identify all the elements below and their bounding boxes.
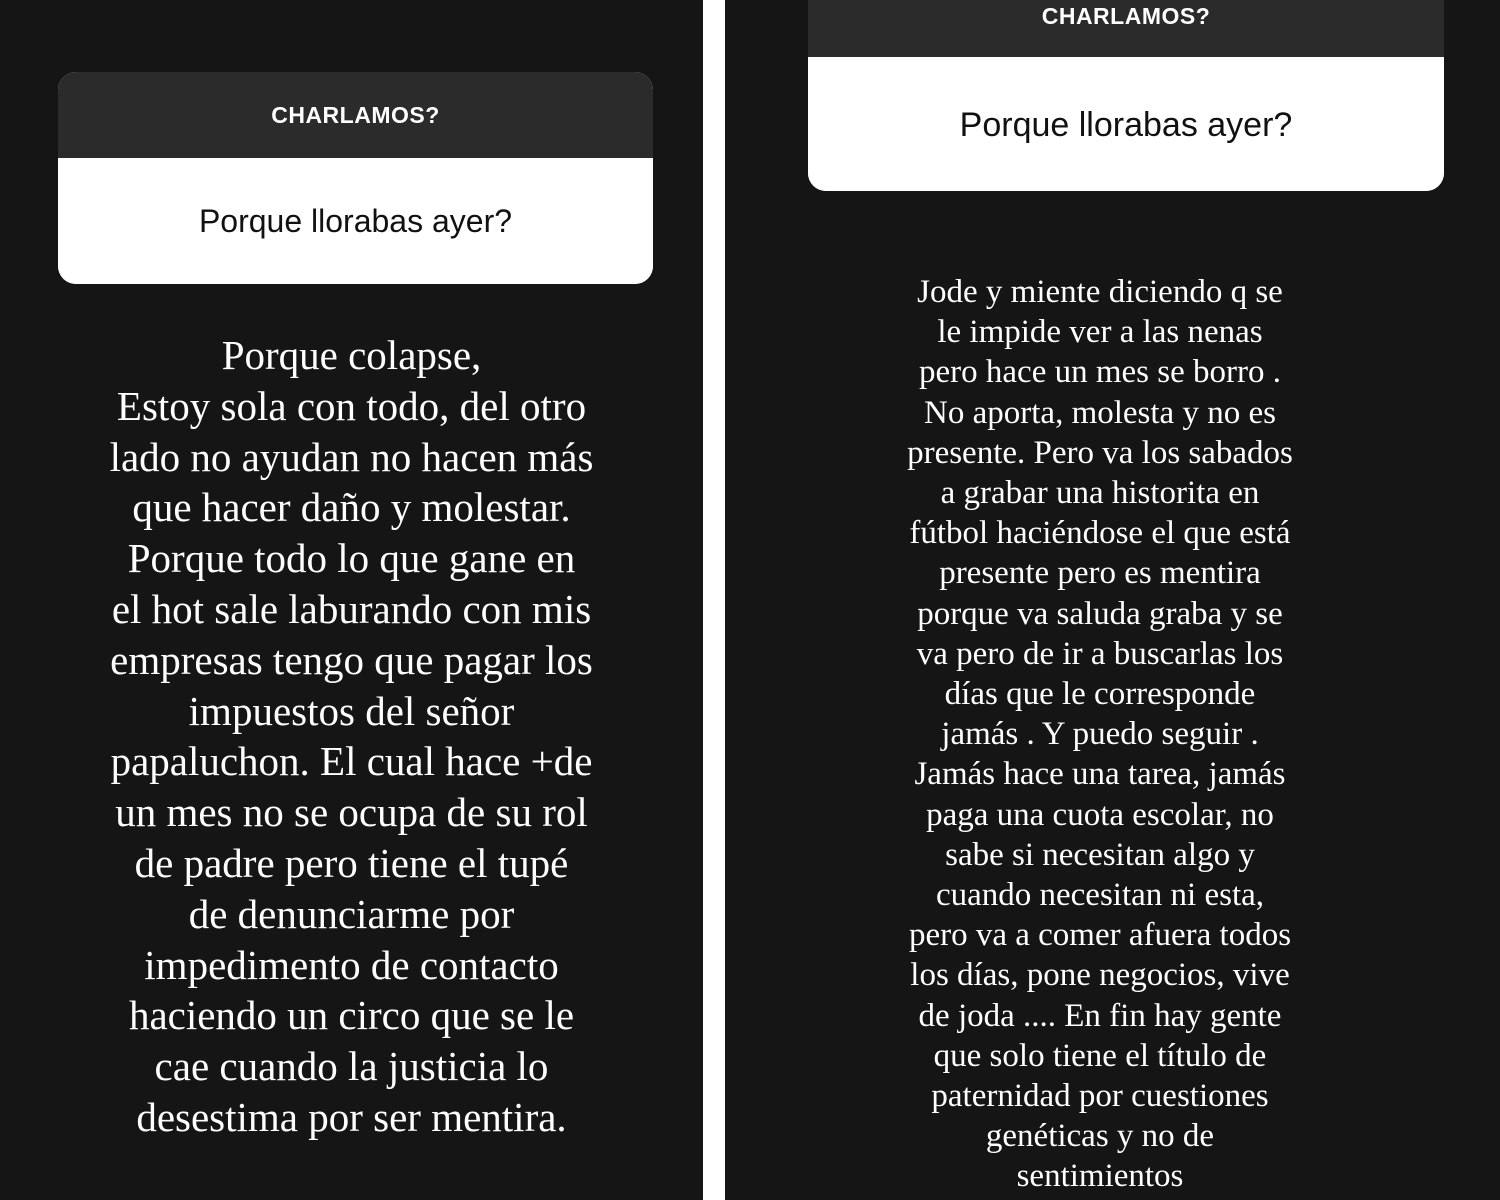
answer-line: pero va a comer afuera todos	[908, 917, 1292, 954]
answer-line: empresas tengo que pagar los	[110, 636, 593, 683]
answer-line: fútbol haciéndose el que está	[909, 515, 1291, 552]
answer-line: paternidad por cuestiones	[931, 1078, 1269, 1115]
answer-line: Porque colapse,	[221, 332, 482, 378]
answer-line: lado no ayudan no hacen más	[109, 433, 594, 480]
question-sticker	[58, 72, 653, 284]
question-sticker	[808, 0, 1444, 191]
answer-line: Porque todo lo que gane en	[127, 535, 576, 582]
answer-line: le impide ver a las nenas	[937, 314, 1263, 351]
answer-text	[0, 330, 703, 1143]
answer-line: de denunciarme por	[188, 890, 515, 937]
answer-line: cae cuando la justicia lo	[154, 1043, 549, 1090]
answer-line: días que le corresponde	[944, 676, 1256, 713]
answer-line: Estoy sola con todo, del otro	[116, 382, 587, 429]
answer-line: No aporta, molesta y no es	[924, 394, 1276, 431]
answer-line: presente pero es mentira	[939, 555, 1261, 592]
answer-line: porque va saluda graba y se	[917, 595, 1283, 632]
answer-line: cuando necesitan ni esta,	[935, 877, 1265, 914]
answer-line: va pero de ir a buscarlas los	[916, 635, 1284, 672]
question-sticker-text: Porque llorabas ayer?	[808, 57, 1444, 191]
answer-line: Jode y miente diciendo q se	[917, 274, 1283, 310]
answer-line: jamás . Y puedo seguir .	[941, 716, 1259, 753]
answer-line: de padre pero tiene el tupé	[134, 839, 569, 886]
answer-line: que solo tiene el título de	[933, 1037, 1267, 1074]
answer-line: de joda .... En fin hay gente	[918, 997, 1282, 1034]
story-panel-right	[725, 0, 1500, 1200]
answer-line: Jamás hace una tarea, jamás	[914, 756, 1286, 793]
answer-line: a grabar una historita en	[940, 475, 1260, 512]
question-sticker-text: Porque llorabas ayer?	[58, 158, 653, 284]
answer-line: presente. Pero va los sabados	[907, 434, 1293, 471]
answer-line: impuestos del señor	[188, 687, 515, 734]
answer-line: el hot sale laburando con mis	[111, 585, 592, 632]
question-sticker-header	[808, 0, 1444, 57]
answer-line: impedimento de contacto	[144, 941, 559, 988]
answer-line: sabe si necesitan algo y	[945, 836, 1255, 873]
answer-line: haciendo un circo que se le	[128, 992, 575, 1039]
answer-text	[800, 272, 1400, 1197]
answer-line: un mes no se ocupa de su rol	[115, 789, 588, 836]
answer-line: los días, pone negocios, vive	[910, 957, 1290, 994]
answer-line: desestima por ser mentira.	[136, 1093, 567, 1140]
answer-line: papaluchon. El cual hace +de	[110, 738, 593, 785]
answer-line: sentimientos	[1016, 1158, 1184, 1195]
question-sticker-header-label: CHARLAMOS?	[1041, 3, 1211, 29]
answer-line: que hacer daño y molestar.	[132, 484, 571, 531]
answer-line: pero hace un mes se borro .	[919, 354, 1281, 391]
story-panel-left	[0, 0, 703, 1200]
answer-line: paga una cuota escolar, no	[926, 796, 1274, 833]
answer-line: genéticas y no de	[985, 1118, 1215, 1155]
question-sticker-header: CHARLAMOS?	[58, 72, 653, 158]
